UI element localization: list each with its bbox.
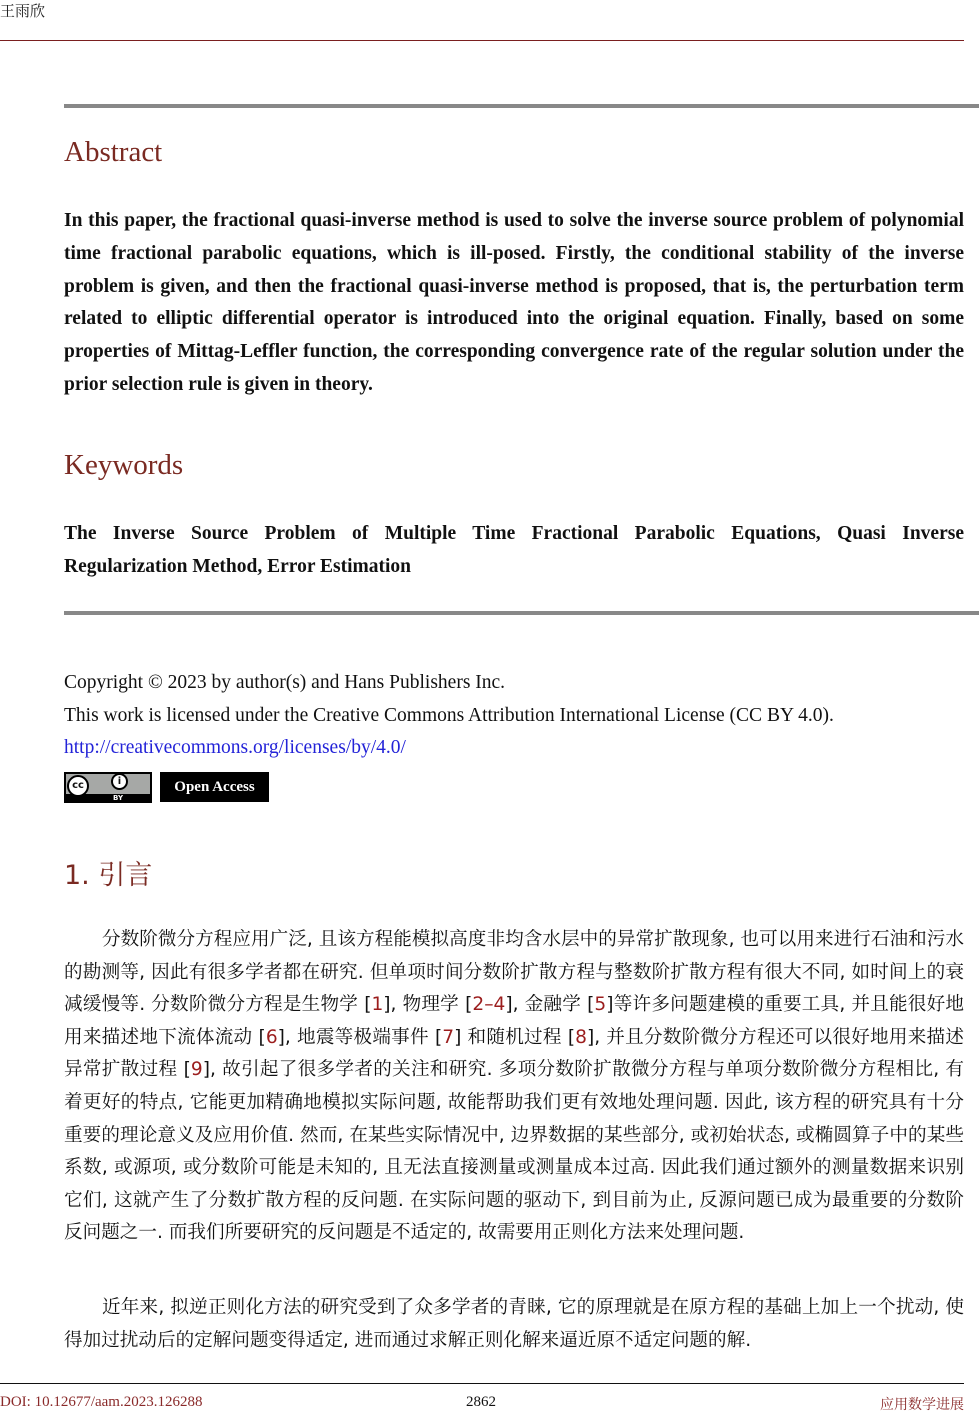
keywords-text: The Inverse Source Problem of Multiple Time Fractional Parabolic Equations, Quasi Inverse Regularization Method, Error Estimation [64,523,964,577]
citation-link[interactable]: 6 [265,1026,278,1048]
text: ]等许多问题建模的重要工具, 并且能很好地用来描述地下流体流动 [ [64,994,964,1048]
license-link[interactable]: http://creativecommons.org/licenses/by/4.0/ [64,737,406,758]
abstract-text: In this paper, the fractional quasi-inverse method is used to solve the inverse source problem of polynomial time fractional parabolic equations, which is ill-posed. Firstly, the conditional stability of the inverse problem is given, and then the fractional quasi-inverse method is proposed, that is, the perturbation term related to elliptic differential operator is introduced into the original equation. Finally, based on some properties of Mittag-Leffler function, the corresponding convergence rate of the regular solution under the prior selection rule is given in theory. [64,210,964,395]
intro-paragraph-1 [64,924,964,1250]
citation-link[interactable]: 9 [190,1059,203,1081]
citation-link[interactable]: 1 [371,994,384,1016]
section-1-heading: 1. 引言 [64,860,153,891]
citation-link[interactable]: 5 [594,994,607,1016]
keywords-heading: Keywords [64,449,184,481]
page-number: 2862 [466,1394,496,1410]
citation-link[interactable]: 2–4 [472,994,506,1016]
text: ], 故引起了很多学者的关注和研究. 多项分数阶扩散微分方程与单项分数阶微分方程相比, 有着更好的特点, 它能更加精确地模拟实际问题, 故能帮助我们更有效地处理问题. 因此, 该方程的研究具有十分重要的理论意义及应用价值. 然而, 在某些实际情况中, 边界数据的某些部分, 或初始状态, 或椭圆算子中的某些系数, 或源项, 或分数阶可能是未知的, 且无法直接测量或测量成本过高. 因此我们通过额外的测量数据来识别它们, 这就产生了分数扩散方程的反问题. 在实际问题的驱动下, 到目前为止, 反源问题已成为最重要的分数阶反问题之一. 而我们所要研究的反问题是不适定的, 故需要用正则化方法来处理问题. [64,1059,965,1244]
attribution-icon: i [111,773,128,790]
by-label: BY [113,794,124,802]
doi-link[interactable]: DOI: 10.12677/aam.2023.126288 [0,1394,203,1410]
copyright-line: Copyright © 2023 by author(s) and Hans Publishers Inc. [64,672,506,693]
license-statement: This work is licensed under the Creative Commons Attribution International License (CC BY 4.0). [64,705,834,726]
abstract-bottom-rule [64,611,979,615]
text: ], 物理学 [ [383,994,473,1016]
text: ] 和随机过程 [ [454,1026,576,1048]
text: 分数阶微分方程应用广泛, 且该方程能模拟高度非均含水层中的异常扩散现象, 也可以用来进行石油和污水的勘测等, 因此有很多学者都在研究. 但单项时间分数阶扩散方程与整数阶扩散方程有很大不同, 如时间上的衰减缓慢等. 分数阶微分方程是生物学 [ [64,929,964,1016]
text: ], 并且分数阶微分方程还可以很好地用来描述异常扩散过程 [ [64,1026,964,1081]
citation-link[interactable]: 7 [442,1026,455,1048]
text: ], 地震等极端事件 [ [277,1026,443,1048]
abstract-heading: Abstract [64,136,163,168]
header-rule [0,40,964,41]
open-access-badge: Open Access [160,772,269,802]
running-head: 王雨欣 [0,2,46,20]
intro-paragraph-2: 近年来, 拟逆正则化方法的研究受到了众多学者的青睐, 它的原理就是在原方程的基础上加上一个扰动, 使得加过扰动后的定解问题变得适定, 进而通过求解正则化解来逼近原不适定问题的解. [64,1297,964,1351]
cc-icon: cc [67,775,89,797]
citation-link[interactable]: 8 [575,1026,587,1048]
cc-by-badge[interactable] [64,772,152,803]
abstract-top-rule [64,104,979,108]
journal-name[interactable]: 应用数学进展 [880,1397,964,1413]
text: ], 金融学 [ [505,994,595,1016]
footer-rule [0,1383,964,1384]
